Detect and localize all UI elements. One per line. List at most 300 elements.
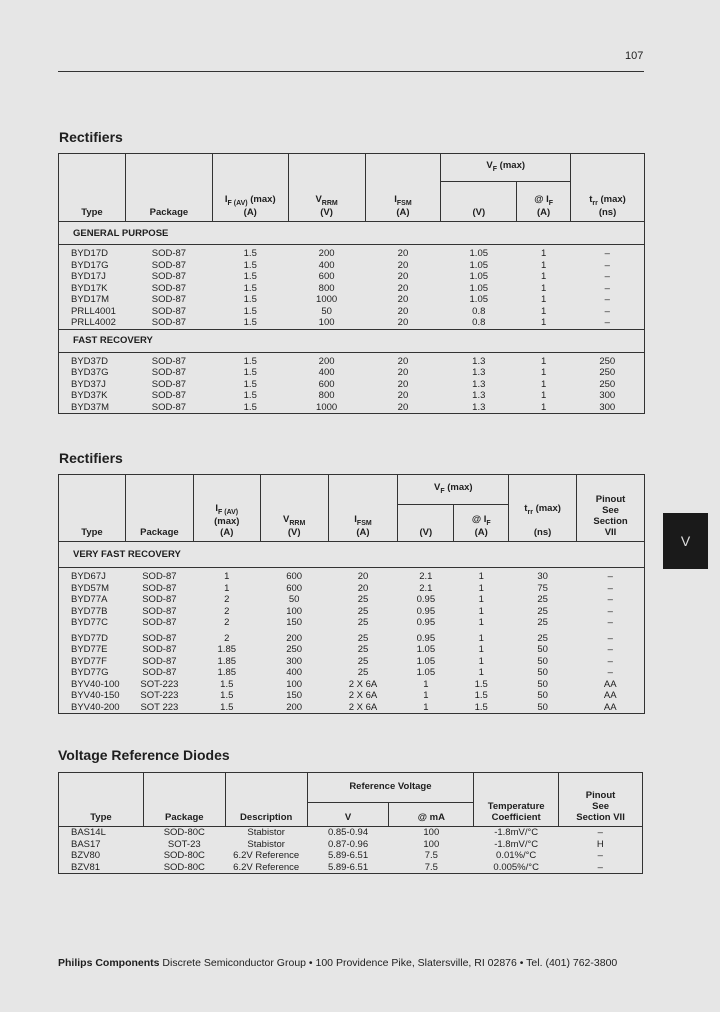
table-cell: SOT-23 — [167, 838, 201, 850]
table-cell: BYD37D — [59, 352, 126, 367]
table-cell: 1 — [517, 402, 571, 414]
table-cell: BYD17D — [59, 245, 126, 260]
table1-title: Rectifiers — [59, 129, 123, 145]
table-cell: 20 — [357, 571, 369, 583]
table-row — [59, 260, 645, 272]
table-row — [59, 606, 645, 618]
table-cell: SOD-87 — [151, 248, 187, 260]
col-ifsm: $I_{FSM}$ (A) — [328, 475, 398, 542]
col-vrrm: $V_{RRM}$ (V) — [260, 475, 328, 542]
table-cell: SOD-87 — [142, 655, 177, 667]
table-cell: SOD-87 — [125, 317, 212, 329]
table-cell: 200 — [286, 632, 303, 644]
table-cell: 1.5 — [243, 367, 257, 379]
table-cell: SOD-87 — [151, 367, 187, 379]
footer — [58, 957, 617, 969]
table-cell: – — [571, 294, 645, 306]
section-tab-v: V — [663, 513, 708, 569]
table-cell: 25 — [537, 605, 548, 617]
table-row — [59, 245, 645, 260]
table-cell: 50 — [537, 690, 548, 702]
table-cell: – — [559, 850, 643, 862]
table-cell: 50 — [537, 667, 548, 679]
table-cell: 250 — [286, 644, 303, 656]
table-cell: 1.5 — [212, 402, 288, 414]
table-cell: 1 — [478, 617, 484, 629]
table-cell: BYD77F — [59, 656, 126, 668]
table-cell: 1 — [423, 690, 429, 702]
table-cell: 600 — [318, 378, 335, 390]
table-cell: 1.5 — [243, 378, 257, 390]
table-cell: BYD77G — [59, 667, 126, 679]
table-cell: 2 X 6A — [348, 690, 378, 702]
table-cell: 1.5 — [243, 390, 257, 402]
table-row — [59, 583, 645, 595]
col-at-ma: @ mA — [389, 803, 474, 827]
table-cell: 1.5 — [474, 690, 488, 702]
table-cell: SOD-80C — [163, 827, 205, 839]
table-cell: 1 — [478, 582, 484, 594]
table-cell: SOT-223 — [140, 678, 179, 690]
table-cell: SOD-87 — [151, 282, 187, 294]
table-cell: 250 — [571, 379, 645, 391]
table-cell: 25 — [357, 594, 369, 606]
table-cell: 300 — [286, 655, 303, 667]
table-cell: 1.5 — [474, 678, 488, 690]
table-cell: 250 — [571, 367, 645, 379]
table-cell: 2 — [224, 594, 230, 606]
col-type: Type — [59, 475, 126, 542]
table-cell: 600 — [286, 571, 303, 583]
table-cell: 20 — [365, 402, 441, 414]
table-cell: 1 — [540, 294, 547, 306]
table-row — [59, 402, 645, 414]
table-cell: 20 — [397, 390, 409, 402]
col-ifsm: $I_{FSM}$ (A) — [365, 154, 441, 222]
table-cell: 1000 — [316, 294, 338, 306]
table-cell: 1 — [540, 271, 547, 283]
table-cell: SOD-87 — [142, 594, 177, 606]
table-cell: 25 — [537, 632, 548, 644]
table-cell: 1 — [478, 667, 484, 679]
table-cell: 0.8 — [472, 305, 486, 317]
table-cell: BYD37G — [59, 367, 126, 379]
table-cell: AA — [577, 702, 645, 714]
table-row — [59, 644, 645, 656]
table-cell: 0.95 — [416, 632, 436, 644]
table3-title: Voltage Reference Diodes — [58, 747, 230, 763]
table-cell: BYV40-150 — [59, 690, 126, 702]
table-cell: 2 X 6A — [348, 678, 378, 690]
table-cell: 1.5 — [243, 355, 257, 367]
col-package: Package — [125, 475, 193, 542]
table-cell: – — [559, 862, 643, 874]
table-cell: 1.05 — [416, 667, 436, 679]
col-package: Package — [125, 154, 212, 222]
table-cell: 0.95 — [416, 617, 436, 629]
table-cell: 0.87-0.96 — [327, 838, 369, 850]
table-cell: SOD-80C — [163, 850, 205, 862]
table-cell: BAS17 — [59, 839, 144, 851]
table-cell: 150 — [286, 690, 303, 702]
table-cell: 1 — [478, 644, 484, 656]
table-cell: 25 — [537, 594, 548, 606]
table-cell: 50 — [537, 644, 548, 656]
table-cell: – — [577, 606, 645, 618]
table-cell: 2 — [224, 632, 230, 644]
table-cell: SOD-87 — [142, 571, 177, 583]
table-cell: 300 — [571, 390, 645, 402]
table-cell: 600 — [318, 271, 335, 283]
table-cell: 0.8 — [441, 317, 517, 329]
table-cell: 400 — [286, 667, 303, 679]
table-cell: PRLL4001 — [59, 306, 126, 318]
table-cell: 20 — [397, 271, 409, 283]
table-row — [59, 568, 645, 583]
table-cell: 1 — [517, 317, 571, 329]
table-row — [59, 702, 645, 714]
table-cell: 200 — [260, 702, 328, 714]
table-cell: 1 — [398, 702, 454, 714]
table-cell: 7.5 — [389, 862, 474, 874]
table-cell: SOD-87 — [151, 355, 187, 367]
table-cell: 200 — [318, 248, 335, 260]
col-v: V — [307, 803, 389, 827]
table-cell: H — [559, 839, 643, 851]
table-cell: SOD-87 — [142, 667, 177, 679]
table-cell: 20 — [397, 378, 409, 390]
table-cell: 20 — [397, 355, 409, 367]
table-cell: AA — [577, 690, 645, 702]
table-cell: 800 — [318, 282, 335, 294]
section-label: FAST RECOVERY — [59, 329, 645, 352]
table-cell: – — [577, 656, 645, 668]
table-cell: BYD77D — [59, 633, 126, 645]
table-cell: BYD77A — [59, 594, 126, 606]
table-cell: Stabistor — [247, 827, 285, 839]
table-cell: 1 — [478, 632, 484, 644]
table-cell: – — [577, 583, 645, 595]
table2-title: Rectifiers — [59, 450, 123, 466]
table-cell: 1 — [478, 571, 484, 583]
table-cell: 1 — [224, 571, 230, 583]
table-cell: 1.5 — [454, 702, 509, 714]
col-group-ref-voltage: Reference Voltage — [307, 773, 474, 803]
table-cell: 2 — [224, 617, 230, 629]
col-pinout: Pinout See Section VII — [577, 475, 645, 542]
table-row — [59, 839, 643, 851]
col-trr: $t_{rr}$ (max) (ns) — [509, 475, 577, 542]
table-cell: 20 — [365, 317, 441, 329]
table-cell: 0.95 — [416, 594, 436, 606]
table-cell: 1 — [478, 594, 484, 606]
table-cell: BAS14L — [59, 827, 144, 839]
table-cell: BYV40-200 — [59, 702, 126, 714]
table-cell: 1 — [540, 378, 547, 390]
table-cell: 400 — [318, 367, 335, 379]
table-cell: 1.05 — [469, 259, 489, 271]
table-cell: – — [571, 260, 645, 272]
col-pinout: Pinout See Section VII — [559, 773, 643, 827]
table-cell: BZV81 — [59, 862, 144, 874]
table-cell: – — [577, 667, 645, 679]
table-row — [59, 294, 645, 306]
table-cell: BYD37M — [59, 402, 126, 414]
col-vf: (V) — [398, 505, 454, 542]
table-row — [59, 827, 643, 839]
table-cell: 1 — [540, 259, 547, 271]
section-label: VERY FAST RECOVERY — [59, 542, 645, 568]
table-cell: – — [571, 306, 645, 318]
table-cell: 100 — [288, 317, 365, 329]
col-package: Package — [143, 773, 225, 827]
table-cell: 1.5 — [243, 294, 257, 306]
table-cell: 25 — [357, 605, 369, 617]
table-cell: 1.5 — [220, 678, 234, 690]
table-cell: Stabistor — [247, 838, 285, 850]
table-cell: 250 — [571, 352, 645, 367]
table-cell: BYD17G — [59, 260, 126, 272]
table-cell: 2.1 — [419, 571, 433, 583]
table-cell: 1.85 — [217, 644, 237, 656]
table-cell: 1.05 — [469, 294, 489, 306]
table-cell: – — [571, 271, 645, 283]
table-cell: BYD67J — [59, 568, 126, 583]
table-cell: 1 — [540, 305, 547, 317]
table-cell: 600 — [286, 582, 303, 594]
table-cell: 300 — [571, 402, 645, 414]
table-cell: SOD-87 — [142, 617, 177, 629]
table-cell: 150 — [286, 617, 303, 629]
table-cell: 50 — [537, 655, 548, 667]
table-row — [59, 283, 645, 295]
table-cell: 1 — [540, 355, 547, 367]
table-cell: 1.05 — [469, 248, 489, 260]
col-temp-coeff: Temperature Coefficient — [474, 773, 559, 827]
table-cell: 1.3 — [472, 378, 486, 390]
table-row — [59, 617, 645, 633]
table-cell: 1.05 — [469, 271, 489, 283]
table-cell: 1.05 — [469, 282, 489, 294]
table-cell: BYD37K — [59, 390, 126, 402]
rectifiers-table-2 — [58, 474, 645, 714]
table-cell: 800 — [318, 390, 335, 402]
table-cell: 20 — [397, 282, 409, 294]
table-row — [59, 850, 643, 862]
table-row — [59, 862, 643, 874]
table-cell: 100 — [423, 838, 440, 850]
table-cell: SOD-87 — [151, 271, 187, 283]
table-cell: BYD77E — [59, 644, 126, 656]
table-cell: 1.5 — [243, 248, 257, 260]
table-cell: – — [577, 644, 645, 656]
table-cell: BYD77C — [59, 617, 126, 633]
table-cell: 25 — [537, 617, 548, 629]
table-cell: SOD-87 — [142, 605, 177, 617]
table-row — [59, 352, 645, 367]
table-cell: AA — [577, 679, 645, 691]
table-cell: 0.01%/°C — [496, 850, 537, 862]
table-cell: – — [577, 617, 645, 633]
table-cell: – — [577, 594, 645, 606]
table-cell: SOD-87 — [125, 402, 212, 414]
table-cell: SOD-80C — [143, 862, 225, 874]
col-vrrm: $V_{RRM}$ (V) — [288, 154, 365, 222]
table-cell: 1 — [540, 282, 547, 294]
table-cell: SOD-87 — [151, 390, 187, 402]
table-cell: 100 — [286, 605, 303, 617]
table-cell: 100 — [286, 678, 303, 690]
table-cell: 1 — [540, 390, 547, 402]
col-trr: $t_{rr}$ (max) (ns) — [571, 154, 645, 222]
section-label: GENERAL PURPOSE — [59, 222, 645, 245]
table-cell: 20 — [357, 582, 369, 594]
table-cell: BZV80 — [59, 850, 144, 862]
table-cell: BYD77B — [59, 606, 126, 618]
table-row — [59, 633, 645, 645]
table-cell: 1 — [478, 655, 484, 667]
table-cell: 20 — [397, 294, 409, 306]
table-cell: 1.3 — [472, 367, 486, 379]
table-row — [59, 306, 645, 318]
table-cell: 1.5 — [243, 259, 257, 271]
footer-address: Discrete Semiconductor Group • 100 Providence Pike, Slatersville, RI 02876 • Tel. (401) 762-3800 — [159, 957, 618, 969]
table-cell: 20 — [397, 248, 409, 260]
table-cell: 6.2V Reference — [233, 850, 300, 862]
table-cell: 25 — [357, 617, 369, 629]
table-cell: 1.05 — [416, 644, 436, 656]
table-cell: 1.5 — [243, 305, 257, 317]
footer-company: Philips Components — [58, 957, 160, 969]
table-cell: 1 — [540, 248, 547, 260]
table-cell: 5.89-6.51 — [327, 850, 369, 862]
table-cell: SOT-223 — [140, 690, 179, 702]
col-vf: (V) — [441, 182, 517, 222]
table-row — [59, 679, 645, 691]
table-cell: – — [571, 283, 645, 295]
table-cell: SOD-87 — [151, 259, 187, 271]
voltage-reference-table — [58, 772, 643, 874]
table-cell: 25 — [357, 644, 369, 656]
table-cell: 1.3 — [472, 355, 486, 367]
table-cell: PRLL4002 — [59, 317, 126, 329]
col-at-if: @ $I_F$ (A) — [454, 505, 509, 542]
table-cell: 50 — [509, 702, 577, 714]
table-cell: 25 — [357, 667, 369, 679]
table-cell: – — [571, 317, 645, 329]
table-row — [59, 667, 645, 679]
table-cell: 100 — [423, 827, 440, 839]
table-cell: 25 — [357, 632, 369, 644]
col-description: Description — [225, 773, 307, 827]
table-cell: 1000 — [288, 402, 365, 414]
col-type: Type — [59, 773, 144, 827]
table-cell: 50 — [537, 678, 548, 690]
table-cell: SOD-87 — [151, 305, 187, 317]
table-cell: 2.1 — [419, 582, 433, 594]
table-cell: 1.05 — [416, 655, 436, 667]
table-cell: -1.8mV/°C — [494, 827, 539, 839]
table-row — [59, 656, 645, 668]
table-cell: – — [571, 245, 645, 260]
col-if: $I_{F (AV)}$ (max) (A) — [212, 154, 288, 222]
col-type: Type — [59, 154, 126, 222]
rectifiers-table-1 — [58, 153, 645, 414]
table-cell: 50 — [288, 594, 300, 606]
table-cell: 1.5 — [193, 702, 260, 714]
table-cell: 1.85 — [217, 655, 237, 667]
table-cell: 1.3 — [441, 402, 517, 414]
table-cell: SOT 223 — [125, 702, 193, 714]
table-cell: 1.5 — [212, 317, 288, 329]
table-cell: – — [577, 633, 645, 645]
table-cell: 1 — [423, 678, 429, 690]
table-cell: BYD17M — [59, 294, 126, 306]
table-row — [59, 690, 645, 702]
table-cell: – — [577, 568, 645, 583]
table-cell: 30 — [537, 571, 548, 583]
table-cell: 1 — [224, 582, 230, 594]
table-cell: 200 — [318, 355, 335, 367]
top-rule — [58, 71, 644, 72]
table-cell: 400 — [318, 259, 335, 271]
col-group-vf: $V_F$ (max) — [441, 154, 571, 182]
table-row — [59, 379, 645, 391]
table-cell: BYD17J — [59, 271, 126, 283]
table-cell: 5.89-6.51 — [307, 862, 389, 874]
table-row — [59, 271, 645, 283]
table-cell: 75 — [537, 582, 548, 594]
table-cell: BYD57M — [59, 583, 126, 595]
table-cell: 1 — [540, 367, 547, 379]
table-cell: 2 X 6A — [328, 702, 398, 714]
col-group-vf: $V_F$ (max) — [398, 475, 509, 505]
table-cell: 50 — [321, 305, 332, 317]
col-at-if: @ $I_F$ (A) — [517, 182, 571, 222]
table-cell: SOD-87 — [151, 294, 187, 306]
table-cell: 20 — [397, 259, 409, 271]
col-if: $I_{F (AV)}$ (max) (A) — [193, 475, 260, 542]
table-cell: 1.5 — [220, 690, 234, 702]
table-row — [59, 317, 645, 329]
table-cell: BYD37J — [59, 379, 126, 391]
table-cell: 1.5 — [243, 271, 257, 283]
table-cell: BYV40-100 — [59, 679, 126, 691]
table-cell: – — [559, 827, 643, 839]
table-cell: -1.8mV/°C — [494, 838, 539, 850]
table-cell: 20 — [397, 367, 409, 379]
table-row — [59, 594, 645, 606]
table-cell: 0.85-0.94 — [327, 827, 369, 839]
table-cell: 7.5 — [424, 850, 438, 862]
table-cell: SOD-87 — [142, 644, 177, 656]
table-row — [59, 390, 645, 402]
table-cell: SOD-87 — [151, 378, 187, 390]
table-cell: 2 — [224, 605, 230, 617]
table-cell: SOD-87 — [142, 632, 177, 644]
table-cell: BYD17K — [59, 283, 126, 295]
table-cell: 20 — [397, 305, 409, 317]
table-cell: SOD-87 — [142, 582, 177, 594]
table-cell: 6.2V Reference — [225, 862, 307, 874]
table-cell: 1.85 — [217, 667, 237, 679]
table-row — [59, 367, 645, 379]
table-cell: 0.95 — [416, 605, 436, 617]
table-cell: 1.3 — [472, 390, 486, 402]
table-cell: 1 — [478, 605, 484, 617]
table-cell: 25 — [357, 655, 369, 667]
table-cell: 1.5 — [243, 282, 257, 294]
